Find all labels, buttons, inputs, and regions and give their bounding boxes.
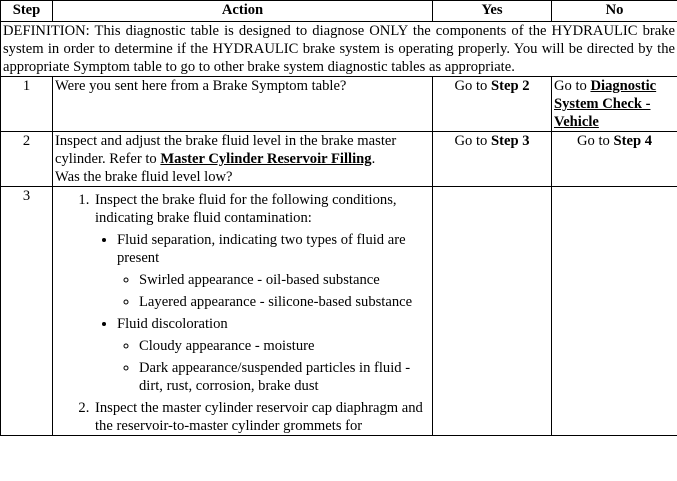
master-cylinder-reservoir-filling-link[interactable]: Master Cylinder Reservoir Filling bbox=[160, 151, 372, 167]
no-prefix: Go to bbox=[554, 78, 591, 94]
no-cell bbox=[552, 77, 677, 132]
action-text: Inspect and adjust the brake fluid level in the brake master cylinder. Refer to bbox=[55, 133, 397, 167]
no-cell bbox=[552, 132, 677, 187]
list-item: ◦ Swirled appearance - oil-based substance bbox=[139, 271, 430, 289]
list-item bbox=[93, 191, 430, 395]
no-prefix: Go to bbox=[577, 133, 614, 149]
sub-sub-list bbox=[117, 271, 430, 311]
list-item bbox=[117, 315, 430, 395]
action-question: Was the brake fluid level low? bbox=[55, 169, 233, 185]
definition-text: DEFINITION: This diagnostic table is designed to diagnose ONLY the components of the HYDRAULIC brake system in order to determine if the HYDRAULIC brake system is operating properly. You will be directed by the appropriate Symptom table to go to other brake system diagnostic tables as appropriate. bbox=[1, 22, 677, 77]
action-text-end: . bbox=[371, 151, 376, 167]
header-step: Step bbox=[1, 1, 53, 22]
step-number: 2 bbox=[1, 132, 53, 187]
list-item: ◦ Dark appearance/suspended particles in fluid - dirt, rust, corrosion, brake dust bbox=[139, 359, 430, 395]
step-number: 1 bbox=[1, 77, 53, 132]
sub-sub-list bbox=[117, 337, 430, 395]
table-row bbox=[1, 187, 677, 436]
header-no: No bbox=[552, 1, 677, 22]
sub-list bbox=[95, 231, 430, 395]
yes-step-link[interactable]: Step 2 bbox=[490, 78, 530, 94]
list-item: ◦ Layered appearance - silicone-based substance bbox=[139, 293, 430, 311]
action-cell: Were you sent here from a Brake Symptom table? bbox=[53, 77, 433, 132]
list-item: ◦ Cloudy appearance - moisture bbox=[139, 337, 430, 355]
step-number: 3 bbox=[1, 187, 53, 436]
yes-prefix: Go to bbox=[454, 133, 491, 149]
yes-cell bbox=[433, 77, 552, 132]
action-cell bbox=[53, 187, 433, 436]
yes-step-link[interactable]: Step 3 bbox=[490, 133, 530, 149]
action-cell bbox=[53, 132, 433, 187]
yes-cell bbox=[433, 132, 552, 187]
list-item-text: Fluid discoloration bbox=[117, 316, 228, 332]
no-cell bbox=[552, 187, 677, 436]
list-item bbox=[117, 231, 430, 311]
list-item-text: Inspect the brake fluid for the following conditions, indicating brake fluid contamination: bbox=[95, 192, 397, 226]
diagnostic-system-check-link[interactable]: Diagnostic System Check - Vehicle bbox=[554, 78, 657, 130]
header-action: Action bbox=[53, 1, 433, 22]
list-item-text: Fluid separation, indicating two types of fluid are present bbox=[117, 232, 406, 266]
definition-row bbox=[1, 22, 677, 77]
yes-cell bbox=[433, 187, 552, 436]
list-item: 2. Inspect the master cylinder reservoir cap diaphragm and the reservoir-to-master cylinder grommets for bbox=[93, 399, 430, 435]
table-row bbox=[1, 132, 677, 187]
table-row bbox=[1, 77, 677, 132]
yes-prefix: Go to bbox=[454, 78, 491, 94]
header-row bbox=[1, 1, 677, 22]
no-step-link[interactable]: Step 4 bbox=[613, 133, 652, 149]
header-yes: Yes bbox=[433, 1, 552, 22]
action-list bbox=[55, 191, 430, 435]
